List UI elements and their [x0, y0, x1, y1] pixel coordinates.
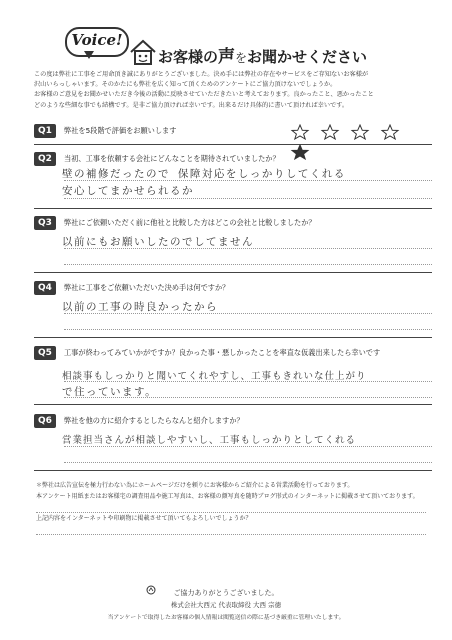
answer-guide-line — [64, 446, 432, 447]
footer-divider — [36, 534, 426, 535]
question-block-q5 — [34, 344, 432, 405]
star-icon — [350, 124, 370, 140]
answer-guide-line — [64, 264, 432, 265]
question-label: Q2 — [34, 152, 56, 166]
handwritten-answer: 営業担当さんが相談しやすいし、工事もしっかりとしてくれる — [62, 435, 357, 446]
answer-guide-line — [64, 462, 432, 463]
footer-divider — [36, 512, 426, 513]
handwritten-answer: 以前の工事の時良かったから — [62, 301, 218, 313]
voice-label: Voice! — [71, 31, 123, 49]
question-block-q4 — [34, 279, 432, 338]
company-name: 株式会社大西元 代表取締役 大西 宗徳 — [170, 601, 282, 609]
star-icon — [320, 124, 340, 140]
question-text: 当初、工事を依頼する会社にどんなことを期待されていましたか？ — [64, 154, 280, 163]
footer-note: ＊弊社は広告宣伝を極力行わない為にホームページだけを頼りにお客様からご紹介による営業活動を行っております。 — [36, 482, 354, 489]
question-label: Q4 — [34, 281, 56, 295]
question-label: Q3 — [34, 216, 56, 230]
title-prefix: お客様の — [158, 48, 219, 66]
answer-guide-line — [64, 248, 432, 249]
question-block-q2 — [34, 150, 432, 209]
footer-note: 上記内容をインターネットや印刷物に掲載させて頂いてもよろしいでしょうか？ — [36, 515, 252, 522]
footer-note: 本アンケート用紙またはお客様宅の調査用品や施工写真は、お客様の顔写真を随時ブログ形式のインターネットに掲載させて頂いております。 — [36, 493, 419, 500]
answer-guide-line — [64, 198, 432, 199]
handwritten-answer: 安心してまかせられるか — [62, 185, 194, 197]
handwritten-answer: 相談事もしっかりと聞いてくれやすし、工事もきれいな仕上がり — [62, 371, 367, 382]
answer-guide-line — [64, 397, 432, 398]
question-block-q3 — [34, 214, 432, 273]
answer-guide-line — [64, 180, 432, 181]
voice-badge — [65, 27, 129, 57]
question-label: Q1 — [34, 124, 56, 138]
intro-line: 沢山いらっしゃいます。そのかたにも弊社を広く知って頂くためのアンケートにご協力頂けないでしょうか。 — [34, 81, 337, 89]
question-text: 弊社にご依頼いただく前に他社と比較した方はどこの会社と比較しましたか？ — [64, 218, 316, 227]
handwritten-answer: 以前にもお願いしたのでしてません — [62, 236, 254, 248]
star-icon — [380, 124, 400, 140]
handwritten-answer: 壁の補修だったので 保障対応をしっかりしてくれる — [62, 168, 346, 180]
handwritten-answer: で住っています。 — [62, 386, 158, 398]
question-text: 弊社に工事をご依頼いただいた決め手は何ですか？ — [64, 283, 230, 292]
voice-bubble-tail — [84, 51, 94, 59]
star-icon — [290, 124, 310, 140]
question-block-q6 — [34, 412, 432, 471]
title-suffix: お聞かせください — [247, 48, 368, 66]
intro-text — [34, 70, 424, 111]
question-text: 弊社を他の方に紹介するとしたらなんと紹介しますか？ — [64, 416, 244, 425]
question-block-q1 — [34, 122, 432, 145]
intro-line: この度は弊社に工事をご用命頂き誠にありがとうございました。決め手には弊社の存在やサービスをご存知ないお客様が — [34, 71, 369, 78]
intro-line: どのような些細な事でも結構です。是非ご協力頂ければ幸いです。出来るだけ具体的に書いて頂ければ幸いです。 — [34, 101, 349, 109]
footer-notes — [36, 480, 426, 524]
question-label: Q5 — [34, 346, 56, 360]
question-text: 工事が終わってみていかがですか？良かった事・悪しかったことを率直な仮義出来したら幸いです — [64, 348, 381, 357]
answer-guide-line — [64, 381, 432, 382]
title-emph: 声 — [218, 47, 236, 67]
page-title — [158, 42, 367, 67]
answer-guide-line — [64, 329, 432, 330]
title-mid: を — [235, 51, 248, 65]
question-text: 弊社を5段階で評価をお願いします — [64, 126, 177, 135]
thanks-message: ご協力ありがとうございました。 — [173, 589, 279, 597]
question-label: Q6 — [34, 414, 56, 428]
privacy-note: 当アンケートで取得したお客様の個人情報は閲覧送信の際に基づき厳重に管理いたします。 — [107, 615, 345, 621]
house-icon — [128, 38, 158, 66]
intro-line: お客様のご意見をお聞かせいただき今後の活動に反映させていただきたいと考えております。良かったこと、悪かったこと — [34, 91, 374, 99]
answer-guide-line — [64, 313, 432, 314]
